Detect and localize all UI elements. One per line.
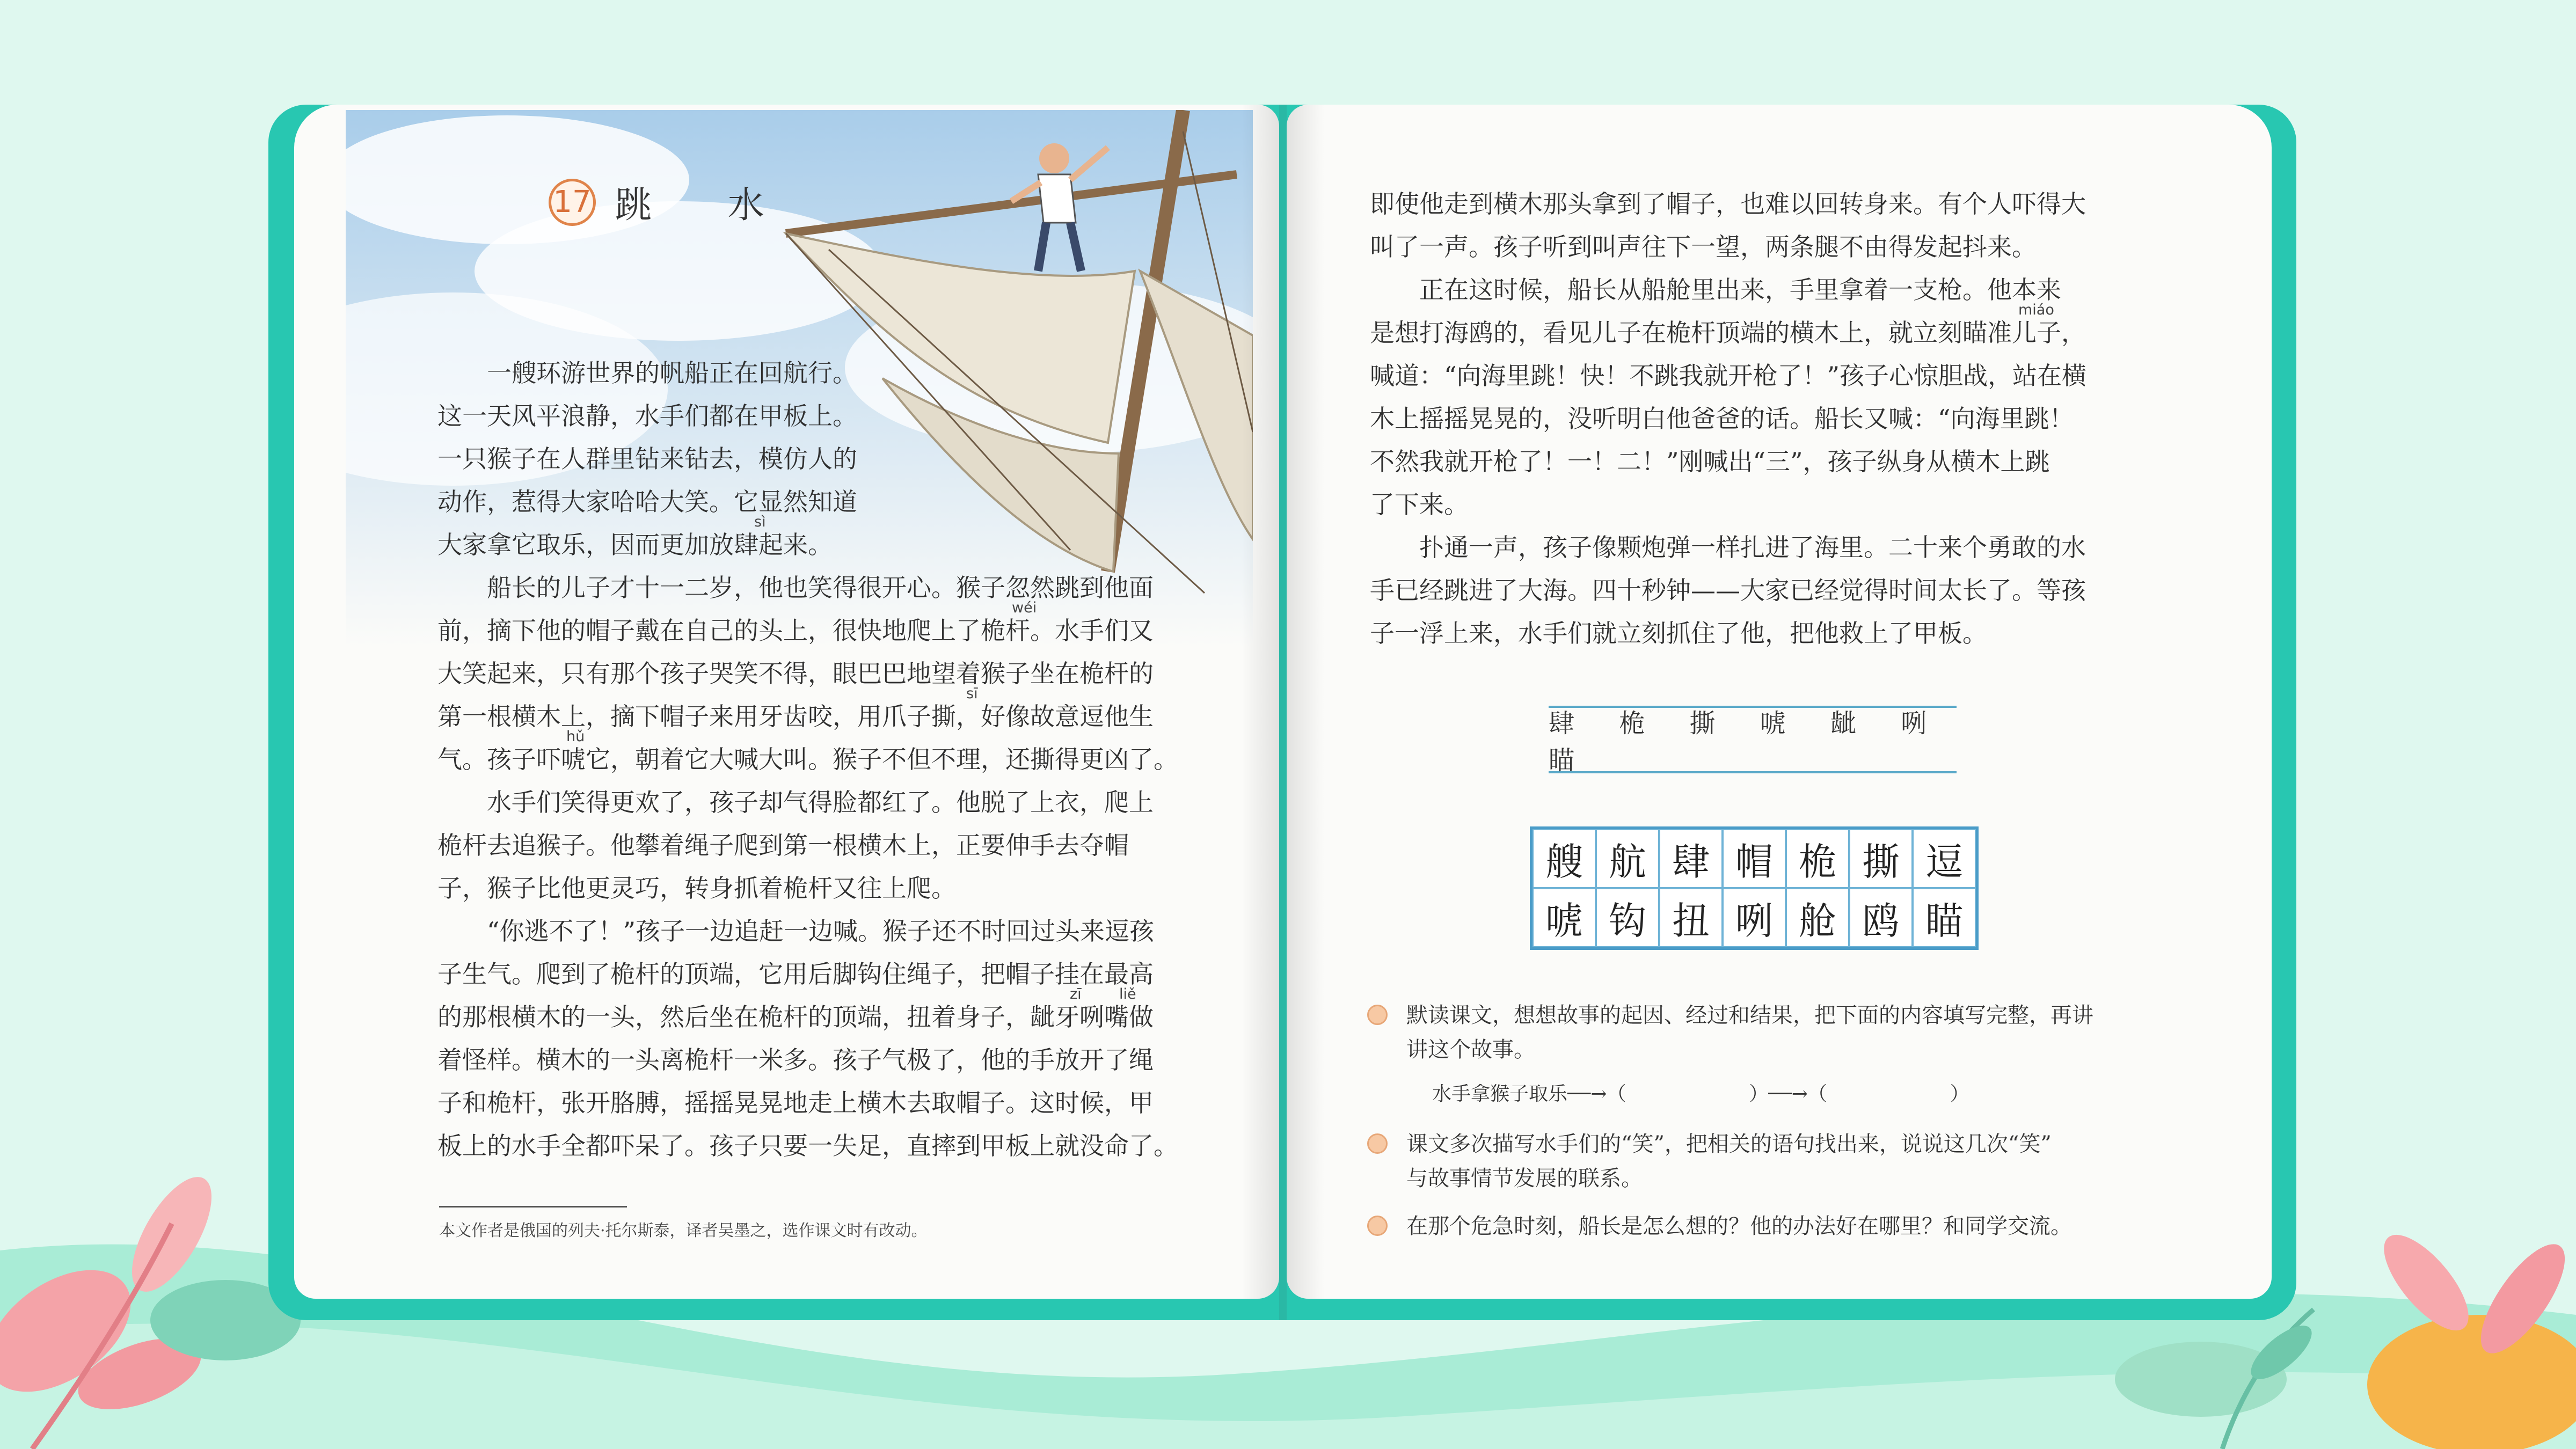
text-line: 船长的儿子才十一二岁，他也笑得很开心。猴子忽然跳到他面 <box>487 573 1154 602</box>
text-line: 是想打海鸥的，看见儿子在桅杆顶端的横木上，就立刻瞄准儿子， <box>1370 318 2086 347</box>
pinyin-annotation: miáo <box>2018 302 2054 318</box>
character-cell: 桅 <box>1786 829 1849 888</box>
text-line: 了下来。 <box>1370 490 1469 519</box>
text-line: 子一浮上来，水手们就立刻抓住了他，把他救上了甲板。 <box>1370 619 1987 648</box>
text-line: 板上的水手全都吓呆了。孩子只要一失足，直摔到甲板上就没命了。 <box>437 1131 1178 1160</box>
character-cell: 咧 <box>1723 888 1786 947</box>
fill-in-flow: 水手拿猴子取乐──→（ ）──→（ ） <box>1432 1083 1969 1105</box>
exercise-2 <box>1406 1127 2052 1196</box>
text-line: 动作，惹得大家哈哈大笑。它显然知道 <box>437 487 857 516</box>
text-line: 即使他走到横木那头拿到了帽子，也难以回转身来。有个人吓得大 <box>1370 189 2086 218</box>
new-words-band <box>1549 706 1957 773</box>
character-cell: 航 <box>1596 829 1659 888</box>
text-line: 正在这时候，船长从船舱里出来，手里拿着一支枪。他本来 <box>1419 275 2061 304</box>
left-paragraphs-main <box>437 566 1200 1167</box>
text-line: 子生气。爬到了桅杆的顶端，它用后脚钩住绳子，把帽子挂在最高 <box>437 960 1154 989</box>
exercise-1 <box>1406 998 2093 1067</box>
text-line: 叫了一声。孩子听到叫声往下一望，两条腿不由得发起抖来。 <box>1370 232 2037 261</box>
pinyin-annotation: sī <box>966 685 978 702</box>
exercise-text: 默读课文，想想故事的起因、经过和结果，把下面的内容填写完整，再讲 <box>1406 1003 2093 1028</box>
exercise-text: 与故事情节发展的联系。 <box>1406 1166 1643 1191</box>
book-spine <box>1279 105 1287 1320</box>
text-line: 喊道：“向海里跳！快！不跳我就开枪了！”孩子心惊胆战，站在横 <box>1370 361 2087 390</box>
text-line: 扑通一声，孩子像颗炮弹一样扎进了海里。二十来个勇敢的水 <box>1419 533 2086 562</box>
pinyin-annotation: wéi <box>1012 599 1037 616</box>
character-cell: 帽 <box>1723 829 1786 888</box>
character-cell: 艘 <box>1533 829 1596 888</box>
character-cell: 撕 <box>1849 829 1913 888</box>
exercise-3 <box>1406 1209 2072 1243</box>
character-cell: 唬 <box>1533 888 1596 947</box>
lesson-title-text: 跳 水 <box>615 184 797 226</box>
text-line: 手已经跳进了大海。四十秒钟——大家已经觉得时间太长了。等孩 <box>1370 576 2086 605</box>
character-cell: 钩 <box>1596 888 1659 947</box>
lesson-number-badge: 17 <box>549 179 596 226</box>
text-line: 这一天风平浪静，水手们都在甲板上。 <box>437 401 857 430</box>
text-line: 前，摘下他的帽子戴在自己的头上，很快地爬上了桅杆。水手们又 <box>437 616 1154 645</box>
text-line: 第一根横木上，摘下帽子来用牙齿咬，用爪子撕，好像故意逗他生 <box>437 702 1154 731</box>
text-line: 气。孩子吓唬它，朝着它大喊大叫。猴子不但不理，还撕得更凶了。 <box>437 745 1178 774</box>
exercise-text: 讲这个故事。 <box>1406 1037 1535 1062</box>
new-words-text: 肆 桅 撕 唬 龇 咧 瞄 <box>1549 708 1945 775</box>
footnote-divider <box>439 1206 627 1208</box>
character-cell: 鸥 <box>1849 888 1913 947</box>
exercise-text: 课文多次描写水手们的“笑”，把相关的语句找出来，说说这几次“笑” <box>1406 1132 2052 1157</box>
character-cell: 逗 <box>1913 829 1976 888</box>
text-line: “你逃不了！”孩子一边追赶一边喊。猴子还不时回过头来逗孩 <box>487 917 1155 946</box>
text-line: 大家拿它取乐，因而更加放肆起来。 <box>437 530 833 559</box>
text-line: 一只猴子在人群里钻来钻去，模仿人的 <box>437 444 857 473</box>
text-line: 一艘环游世界的帆船正在回航行。 <box>487 358 857 387</box>
text-line: 木上摇摇晃晃的，没听明白他爸爸的话。船长又喊：“向海里跳！ <box>1370 404 2074 433</box>
text-line: 着怪样。横木的一头离桅杆一米多。孩子气极了，他的手放开了绳 <box>437 1045 1154 1074</box>
character-cell: 肆 <box>1659 829 1723 888</box>
text-line: 子和桅杆，张开胳膊，摇摇晃晃地走上横木去取帽子。这时候，甲 <box>437 1088 1154 1117</box>
text-line: 子，猴子比他更灵巧，转身抓着桅杆又往上爬。 <box>437 874 956 903</box>
character-cell: 扭 <box>1659 888 1723 947</box>
text-line: 水手们笑得更欢了，孩子却气得脸都红了。他脱了上衣，爬上 <box>487 788 1154 817</box>
footnote: 本文作者是俄国的列夫·托尔斯泰，译者吴墨之，选作课文时有改动。 <box>439 1221 928 1240</box>
character-grid <box>1530 826 1979 950</box>
right-paragraphs <box>1370 182 2148 655</box>
text-line: 桅杆去追猴子。他攀着绳子爬到第一根横木上，正要伸手去夺帽 <box>437 831 1129 860</box>
text-line: 大笑起来，只有那个孩子哭笑不得，眼巴巴地望着猴子坐在桅杆的 <box>437 659 1154 688</box>
pinyin-annotation: hǔ <box>566 728 585 745</box>
left-paragraph-1 <box>437 352 888 566</box>
character-cell: 舱 <box>1786 888 1849 947</box>
text-line: 的那根横木的一头，然后坐在桅杆的顶端，扭着身子，龇牙咧嘴做 <box>437 1002 1154 1031</box>
exercise-bullet <box>1367 1005 1388 1025</box>
exercise-bullet <box>1367 1216 1388 1236</box>
exercise-bullet <box>1367 1133 1388 1154</box>
character-cell: 瞄 <box>1913 888 1976 947</box>
lesson-title <box>549 176 797 228</box>
pinyin-annotation: sì <box>754 514 766 530</box>
exercise-text: 在那个危急时刻，船长是怎么想的？他的办法好在哪里？和同学交流。 <box>1406 1214 2072 1239</box>
pinyin-annotation: zī <box>1070 986 1082 1002</box>
text-line: 不然我就开枪了！一！二！”刚喊出“三”，孩子纵身从横木上跳 <box>1370 447 2050 476</box>
pinyin-annotation: liě <box>1119 986 1136 1002</box>
